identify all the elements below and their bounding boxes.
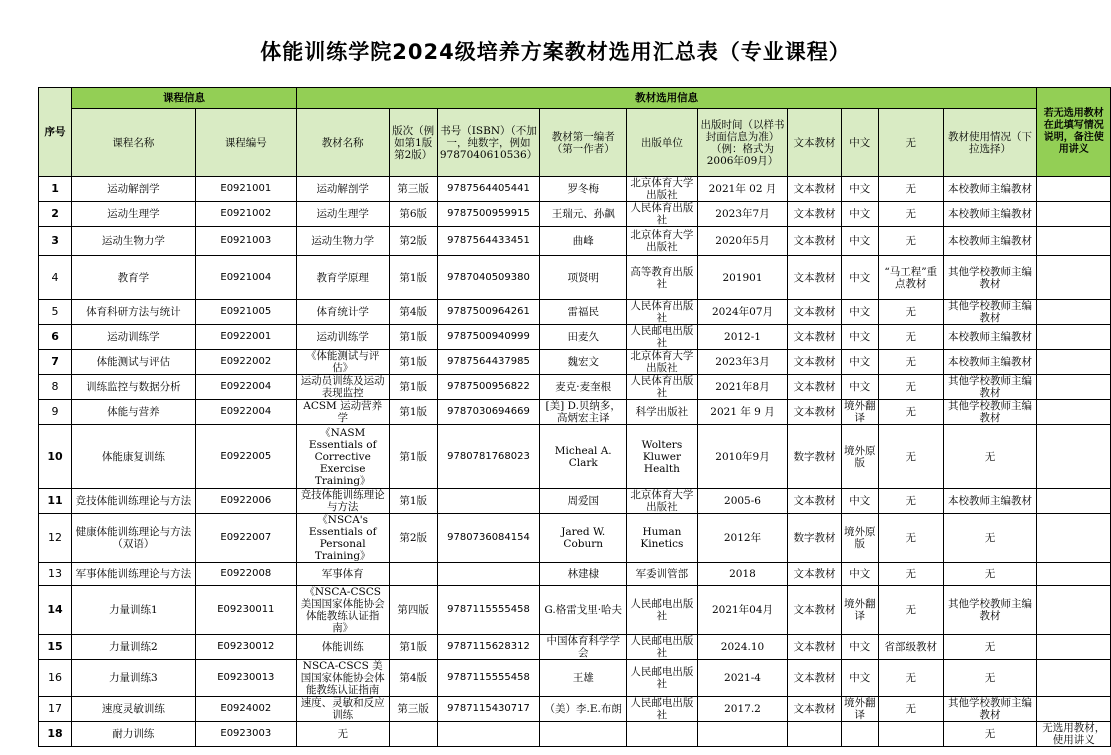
publisher-cell: 人民体育出版社 bbox=[627, 300, 697, 325]
seq-cell: 2 bbox=[39, 202, 72, 227]
col-book-name: 教材名称 bbox=[296, 109, 389, 177]
text-type-cell: 文本教材 bbox=[788, 489, 841, 514]
usage-cell: 本校教师主编教材 bbox=[943, 202, 1037, 227]
course-code-cell: E0922007 bbox=[195, 514, 296, 563]
language-cell: 境外原版 bbox=[841, 514, 878, 563]
isbn-cell: 9787500964261 bbox=[437, 300, 539, 325]
note-cell bbox=[1037, 563, 1111, 586]
course-name-cell: 教育学 bbox=[72, 256, 196, 300]
page-title: 体能训练学院2024级培养方案教材选用汇总表（专业课程） bbox=[260, 40, 851, 64]
course-name-cell: 体育科研方法与统计 bbox=[72, 300, 196, 325]
course-code-cell: E0924002 bbox=[195, 697, 296, 722]
table-row bbox=[39, 227, 1111, 256]
textbook-table bbox=[38, 87, 1111, 747]
publisher-cell: Wolters Kluwer Health bbox=[627, 425, 697, 489]
book-name-cell: 《NASM Essentials of Corrective Exercise Training》 bbox=[296, 425, 389, 489]
language-cell: 中文 bbox=[841, 563, 878, 586]
course-name-cell: 体能测试与评估 bbox=[72, 350, 196, 375]
award-cell: 无 bbox=[878, 660, 943, 697]
course-name-cell: 速度灵敏训练 bbox=[72, 697, 196, 722]
pub-date-cell bbox=[697, 722, 788, 747]
note-cell bbox=[1037, 350, 1111, 375]
publisher-cell: 军委训管部 bbox=[627, 563, 697, 586]
table-row bbox=[39, 300, 1111, 325]
table-row bbox=[39, 202, 1111, 227]
col-edition: 版次（例如第1版 第2版） bbox=[389, 109, 437, 177]
textbook-info-header: 教材选用信息 bbox=[296, 88, 1037, 109]
isbn-cell: 9780736084154 bbox=[437, 514, 539, 563]
note-cell bbox=[1037, 177, 1111, 202]
publisher-cell: 科学出版社 bbox=[627, 400, 697, 425]
language-cell: 中文 bbox=[841, 350, 878, 375]
text-type-cell: 数字教材 bbox=[788, 514, 841, 563]
course-code-cell: E0922002 bbox=[195, 350, 296, 375]
language-cell: 境外翻译 bbox=[841, 697, 878, 722]
note-header: 若无选用教材在此填写情况说明，备注使用讲义 bbox=[1037, 88, 1111, 177]
book-name-cell: 运动生物力学 bbox=[296, 227, 389, 256]
author-cell: Jared W. Coburn bbox=[540, 514, 627, 563]
table-row bbox=[39, 635, 1111, 660]
text-type-cell: 文本教材 bbox=[788, 586, 841, 635]
seq-cell: 9 bbox=[39, 400, 72, 425]
note-cell: 无选用教材，使用讲义 bbox=[1037, 722, 1111, 747]
note-cell bbox=[1037, 489, 1111, 514]
course-code-cell: E0922004 bbox=[195, 375, 296, 400]
seq-cell: 16 bbox=[39, 660, 72, 697]
usage-cell: 其他学校教师主编教材 bbox=[943, 586, 1037, 635]
seq-cell: 15 bbox=[39, 635, 72, 660]
author-cell: Micheal A. Clark bbox=[540, 425, 627, 489]
course-name-cell: 体能与营养 bbox=[72, 400, 196, 425]
note-cell bbox=[1037, 635, 1111, 660]
usage-cell: 本校教师主编教材 bbox=[943, 350, 1037, 375]
table-row bbox=[39, 489, 1111, 514]
isbn-cell: 9787564437985 bbox=[437, 350, 539, 375]
text-type-cell: 文本教材 bbox=[788, 350, 841, 375]
book-name-cell: 速度、灵敏和反应训练 bbox=[296, 697, 389, 722]
text-type-cell: 文本教材 bbox=[788, 202, 841, 227]
isbn-cell: 9780781768023 bbox=[437, 425, 539, 489]
award-cell: 无 bbox=[878, 300, 943, 325]
text-type-cell: 文本教材 bbox=[788, 563, 841, 586]
book-name-cell: 体育统计学 bbox=[296, 300, 389, 325]
course-name-cell: 力量训练3 bbox=[72, 660, 196, 697]
col-pub-date: 出版时间（以样书封面信息为准）（例：格式为2006年09月） bbox=[697, 109, 788, 177]
pub-date-cell: 2018 bbox=[697, 563, 788, 586]
seq-cell: 4 bbox=[39, 256, 72, 300]
course-code-cell: E09230011 bbox=[195, 586, 296, 635]
publisher-cell: 人民体育出版社 bbox=[627, 375, 697, 400]
publisher-cell: 人民邮电出版社 bbox=[627, 635, 697, 660]
course-code-cell: E0921005 bbox=[195, 300, 296, 325]
edition-cell: 第1版 bbox=[389, 325, 437, 350]
award-cell: “马工程”重点教材 bbox=[878, 256, 943, 300]
publisher-cell: 人民邮电出版社 bbox=[627, 697, 697, 722]
table-row bbox=[39, 722, 1111, 747]
book-name-cell: 运动训练学 bbox=[296, 325, 389, 350]
edition-cell: 第四版 bbox=[389, 586, 437, 635]
award-cell: 无 bbox=[878, 400, 943, 425]
edition-cell: 第4版 bbox=[389, 300, 437, 325]
book-name-cell: 运动员训练及运动表现监控 bbox=[296, 375, 389, 400]
edition-cell: 第2版 bbox=[389, 514, 437, 563]
author-cell: （美）李.E.布朗 bbox=[540, 697, 627, 722]
pub-date-cell: 2021年8月 bbox=[697, 375, 788, 400]
edition-cell: 第1版 bbox=[389, 256, 437, 300]
isbn-cell: 9787115555458 bbox=[437, 660, 539, 697]
col-author: 教材第一编者（第一作者） bbox=[540, 109, 627, 177]
author-cell: 雷福民 bbox=[540, 300, 627, 325]
author-cell: 林建棣 bbox=[540, 563, 627, 586]
note-cell bbox=[1037, 660, 1111, 697]
book-name-cell: 无 bbox=[296, 722, 389, 747]
col-course-name: 课程名称 bbox=[72, 109, 196, 177]
edition-cell: 第三版 bbox=[389, 697, 437, 722]
edition-cell: 第4版 bbox=[389, 660, 437, 697]
publisher-cell: 人民体育出版社 bbox=[627, 202, 697, 227]
table-row bbox=[39, 697, 1111, 722]
table-row bbox=[39, 400, 1111, 425]
language-cell: 中文 bbox=[841, 375, 878, 400]
table-row bbox=[39, 256, 1111, 300]
usage-cell: 其他学校教师主编教材 bbox=[943, 256, 1037, 300]
book-name-cell: 体能训练 bbox=[296, 635, 389, 660]
course-name-cell: 军事体能训练理论与方法 bbox=[72, 563, 196, 586]
pub-date-cell: 2020年5月 bbox=[697, 227, 788, 256]
isbn-cell bbox=[437, 722, 539, 747]
course-code-cell: E09230012 bbox=[195, 635, 296, 660]
table-row bbox=[39, 350, 1111, 375]
course-name-cell: 体能康复训练 bbox=[72, 425, 196, 489]
usage-cell: 无 bbox=[943, 722, 1037, 747]
course-name-cell: 训练监控与数据分析 bbox=[72, 375, 196, 400]
course-code-cell: E0922004 bbox=[195, 400, 296, 425]
text-type-cell: 文本教材 bbox=[788, 660, 841, 697]
text-type-cell: 数字教材 bbox=[788, 425, 841, 489]
pub-date-cell: 2012年 bbox=[697, 514, 788, 563]
language-cell bbox=[841, 722, 878, 747]
seq-cell: 12 bbox=[39, 514, 72, 563]
text-type-cell: 文本教材 bbox=[788, 227, 841, 256]
award-cell: 无 bbox=[878, 202, 943, 227]
edition-cell: 第2版 bbox=[389, 227, 437, 256]
award-cell: 省部级教材 bbox=[878, 635, 943, 660]
author-cell: 中国体育科学学会 bbox=[540, 635, 627, 660]
course-name-cell: 运动解剖学 bbox=[72, 177, 196, 202]
pub-date-cell: 2021-4 bbox=[697, 660, 788, 697]
award-cell: 无 bbox=[878, 227, 943, 256]
isbn-cell: 9787564433451 bbox=[437, 227, 539, 256]
book-name-cell: 《NSCA's Essentials of Personal Training》 bbox=[296, 514, 389, 563]
isbn-cell bbox=[437, 489, 539, 514]
text-type-cell: 文本教材 bbox=[788, 325, 841, 350]
award-cell: 无 bbox=[878, 697, 943, 722]
seq-cell: 5 bbox=[39, 300, 72, 325]
table-row bbox=[39, 660, 1111, 697]
pub-date-cell: 2024.10 bbox=[697, 635, 788, 660]
award-cell bbox=[878, 722, 943, 747]
col-publisher: 出版单位 bbox=[627, 109, 697, 177]
award-cell: 无 bbox=[878, 177, 943, 202]
table-row bbox=[39, 325, 1111, 350]
book-name-cell: 军事体育 bbox=[296, 563, 389, 586]
edition-cell: 第6版 bbox=[389, 202, 437, 227]
course-name-cell: 运动训练学 bbox=[72, 325, 196, 350]
edition-cell: 第三版 bbox=[389, 177, 437, 202]
award-cell: 无 bbox=[878, 514, 943, 563]
seq-cell: 8 bbox=[39, 375, 72, 400]
publisher-cell: 北京体育大学出版社 bbox=[627, 177, 697, 202]
seq-header: 序号 bbox=[39, 88, 72, 177]
note-cell bbox=[1037, 425, 1111, 489]
col-language: 中文 bbox=[841, 109, 878, 177]
seq-cell: 1 bbox=[39, 177, 72, 202]
language-cell: 境外原版 bbox=[841, 425, 878, 489]
isbn-cell: 9787030694669 bbox=[437, 400, 539, 425]
note-cell bbox=[1037, 202, 1111, 227]
course-code-cell: E0921004 bbox=[195, 256, 296, 300]
book-name-cell: NSCA-CSCS 美国国家体能协会体能教练认证指南 bbox=[296, 660, 389, 697]
course-name-cell: 力量训练1 bbox=[72, 586, 196, 635]
publisher-cell: 人民邮电出版社 bbox=[627, 586, 697, 635]
book-name-cell: 竞技体能训练理论与方法 bbox=[296, 489, 389, 514]
publisher-cell: 北京体育大学出版社 bbox=[627, 489, 697, 514]
course-code-cell: E0922008 bbox=[195, 563, 296, 586]
edition-cell: 第1版 bbox=[389, 400, 437, 425]
language-cell: 中文 bbox=[841, 325, 878, 350]
publisher-cell: 人民邮电出版社 bbox=[627, 660, 697, 697]
book-name-cell: 运动解剖学 bbox=[296, 177, 389, 202]
language-cell: 境外翻译 bbox=[841, 586, 878, 635]
book-name-cell: 教育学原理 bbox=[296, 256, 389, 300]
isbn-cell bbox=[437, 563, 539, 586]
usage-cell: 无 bbox=[943, 425, 1037, 489]
table-row bbox=[39, 586, 1111, 635]
pub-date-cell: 2017.2 bbox=[697, 697, 788, 722]
text-type-cell: 文本教材 bbox=[788, 300, 841, 325]
edition-cell: 第1版 bbox=[389, 425, 437, 489]
text-type-cell: 文本教材 bbox=[788, 177, 841, 202]
author-cell: 麦克·麦奎根 bbox=[540, 375, 627, 400]
usage-cell: 其他学校教师主编教材 bbox=[943, 400, 1037, 425]
book-name-cell: 运动生理学 bbox=[296, 202, 389, 227]
col-award: 无 bbox=[878, 109, 943, 177]
book-name-cell: 《NSCA-CSCS 美国国家体能协会体能教练认证指南》 bbox=[296, 586, 389, 635]
text-type-cell: 文本教材 bbox=[788, 256, 841, 300]
pub-date-cell: 201901 bbox=[697, 256, 788, 300]
seq-cell: 3 bbox=[39, 227, 72, 256]
course-code-cell: E0922006 bbox=[195, 489, 296, 514]
course-name-cell: 健康体能训练理论与方法（双语） bbox=[72, 514, 196, 563]
text-type-cell: 文本教材 bbox=[788, 400, 841, 425]
usage-cell: 本校教师主编教材 bbox=[943, 489, 1037, 514]
table-row bbox=[39, 563, 1111, 586]
pub-date-cell: 2023年3月 bbox=[697, 350, 788, 375]
author-cell: 周爱国 bbox=[540, 489, 627, 514]
author-cell: 田麦久 bbox=[540, 325, 627, 350]
course-code-cell: E09230013 bbox=[195, 660, 296, 697]
language-cell: 中文 bbox=[841, 256, 878, 300]
seq-cell: 7 bbox=[39, 350, 72, 375]
pub-date-cell: 2005-6 bbox=[697, 489, 788, 514]
seq-cell: 6 bbox=[39, 325, 72, 350]
col-course-code: 课程编号 bbox=[195, 109, 296, 177]
author-cell: 魏宏文 bbox=[540, 350, 627, 375]
pub-date-cell: 2023年7月 bbox=[697, 202, 788, 227]
note-cell bbox=[1037, 325, 1111, 350]
table-row bbox=[39, 375, 1111, 400]
note-cell bbox=[1037, 697, 1111, 722]
publisher-cell: Human Kinetics bbox=[627, 514, 697, 563]
isbn-cell: 9787115628312 bbox=[437, 635, 539, 660]
seq-cell: 10 bbox=[39, 425, 72, 489]
author-cell: 曲峰 bbox=[540, 227, 627, 256]
note-cell bbox=[1037, 586, 1111, 635]
pub-date-cell: 2012-1 bbox=[697, 325, 788, 350]
award-cell: 无 bbox=[878, 586, 943, 635]
pub-date-cell: 2010年9月 bbox=[697, 425, 788, 489]
author-cell: G.格雷戈里·哈夫 bbox=[540, 586, 627, 635]
usage-cell: 本校教师主编教材 bbox=[943, 177, 1037, 202]
course-code-cell: E0921001 bbox=[195, 177, 296, 202]
course-code-cell: E0923003 bbox=[195, 722, 296, 747]
author-cell bbox=[540, 722, 627, 747]
language-cell: 中文 bbox=[841, 660, 878, 697]
note-cell bbox=[1037, 256, 1111, 300]
publisher-cell: 北京体育大学出版社 bbox=[627, 227, 697, 256]
publisher-cell: 北京体育大学出版社 bbox=[627, 350, 697, 375]
usage-cell: 其他学校教师主编教材 bbox=[943, 697, 1037, 722]
course-name-cell: 耐力训练 bbox=[72, 722, 196, 747]
language-cell: 中文 bbox=[841, 177, 878, 202]
course-name-cell: 运动生理学 bbox=[72, 202, 196, 227]
isbn-cell: 9787040509380 bbox=[437, 256, 539, 300]
author-cell: 项贤明 bbox=[540, 256, 627, 300]
award-cell: 无 bbox=[878, 489, 943, 514]
seq-cell: 17 bbox=[39, 697, 72, 722]
edition-cell bbox=[389, 722, 437, 747]
usage-cell: 无 bbox=[943, 514, 1037, 563]
seq-cell: 11 bbox=[39, 489, 72, 514]
language-cell: 中文 bbox=[841, 300, 878, 325]
table-row bbox=[39, 177, 1111, 202]
usage-cell: 本校教师主编教材 bbox=[943, 325, 1037, 350]
award-cell: 无 bbox=[878, 563, 943, 586]
award-cell: 无 bbox=[878, 350, 943, 375]
col-usage: 教材使用情况（下拉选择） bbox=[943, 109, 1037, 177]
language-cell: 中文 bbox=[841, 227, 878, 256]
isbn-cell: 9787500956822 bbox=[437, 375, 539, 400]
text-type-cell: 文本教材 bbox=[788, 697, 841, 722]
course-info-header: 课程信息 bbox=[72, 88, 297, 109]
usage-cell: 无 bbox=[943, 635, 1037, 660]
publisher-cell: 人民邮电出版社 bbox=[627, 325, 697, 350]
award-cell: 无 bbox=[878, 325, 943, 350]
language-cell: 境外翻译 bbox=[841, 400, 878, 425]
table-row bbox=[39, 425, 1111, 489]
col-text-type: 文本教材 bbox=[788, 109, 841, 177]
usage-cell: 无 bbox=[943, 563, 1037, 586]
isbn-cell: 9787500940999 bbox=[437, 325, 539, 350]
usage-cell: 本校教师主编教材 bbox=[943, 227, 1037, 256]
usage-cell: 其他学校教师主编教材 bbox=[943, 300, 1037, 325]
course-code-cell: E0922005 bbox=[195, 425, 296, 489]
text-type-cell bbox=[788, 722, 841, 747]
book-name-cell: 《体能测试与评估》 bbox=[296, 350, 389, 375]
note-cell bbox=[1037, 375, 1111, 400]
course-name-cell: 竞技体能训练理论与方法 bbox=[72, 489, 196, 514]
course-code-cell: E0921003 bbox=[195, 227, 296, 256]
award-cell: 无 bbox=[878, 425, 943, 489]
text-type-cell: 文本教材 bbox=[788, 375, 841, 400]
pub-date-cell: 2021年 02 月 bbox=[697, 177, 788, 202]
author-cell: 罗冬梅 bbox=[540, 177, 627, 202]
award-cell: 无 bbox=[878, 375, 943, 400]
seq-cell: 14 bbox=[39, 586, 72, 635]
author-cell: 王瑞元、孙飙 bbox=[540, 202, 627, 227]
text-type-cell: 文本教材 bbox=[788, 635, 841, 660]
usage-cell: 无 bbox=[943, 660, 1037, 697]
note-cell bbox=[1037, 514, 1111, 563]
isbn-cell: 9787115430717 bbox=[437, 697, 539, 722]
seq-cell: 13 bbox=[39, 563, 72, 586]
author-cell: [美] D.贝纳多，高炳宏主译 bbox=[540, 400, 627, 425]
book-name-cell: ACSM 运动营养学 bbox=[296, 400, 389, 425]
publisher-cell bbox=[627, 722, 697, 747]
publisher-cell: 高等教育出版社 bbox=[627, 256, 697, 300]
course-code-cell: E0921002 bbox=[195, 202, 296, 227]
table-row bbox=[39, 514, 1111, 563]
language-cell: 中文 bbox=[841, 202, 878, 227]
seq-cell: 18 bbox=[39, 722, 72, 747]
usage-cell: 其他学校教师主编教材 bbox=[943, 375, 1037, 400]
isbn-cell: 9787115555458 bbox=[437, 586, 539, 635]
pub-date-cell: 2024年07月 bbox=[697, 300, 788, 325]
edition-cell: 第1版 bbox=[389, 350, 437, 375]
course-name-cell: 力量训练2 bbox=[72, 635, 196, 660]
pub-date-cell: 2021 年 9 月 bbox=[697, 400, 788, 425]
edition-cell: 第1版 bbox=[389, 375, 437, 400]
isbn-cell: 9787500959915 bbox=[437, 202, 539, 227]
course-name-cell: 运动生物力学 bbox=[72, 227, 196, 256]
pub-date-cell: 2021年04月 bbox=[697, 586, 788, 635]
note-cell bbox=[1037, 227, 1111, 256]
edition-cell: 第1版 bbox=[389, 635, 437, 660]
note-cell bbox=[1037, 400, 1111, 425]
edition-cell: 第1版 bbox=[389, 489, 437, 514]
edition-cell bbox=[389, 563, 437, 586]
language-cell: 中文 bbox=[841, 489, 878, 514]
col-isbn: 书号（ISBN）（不加一，纯数字，例如9787040610536） bbox=[437, 109, 539, 177]
isbn-cell: 9787564405441 bbox=[437, 177, 539, 202]
author-cell: 王雄 bbox=[540, 660, 627, 697]
course-code-cell: E0922001 bbox=[195, 325, 296, 350]
note-cell bbox=[1037, 300, 1111, 325]
language-cell: 中文 bbox=[841, 635, 878, 660]
